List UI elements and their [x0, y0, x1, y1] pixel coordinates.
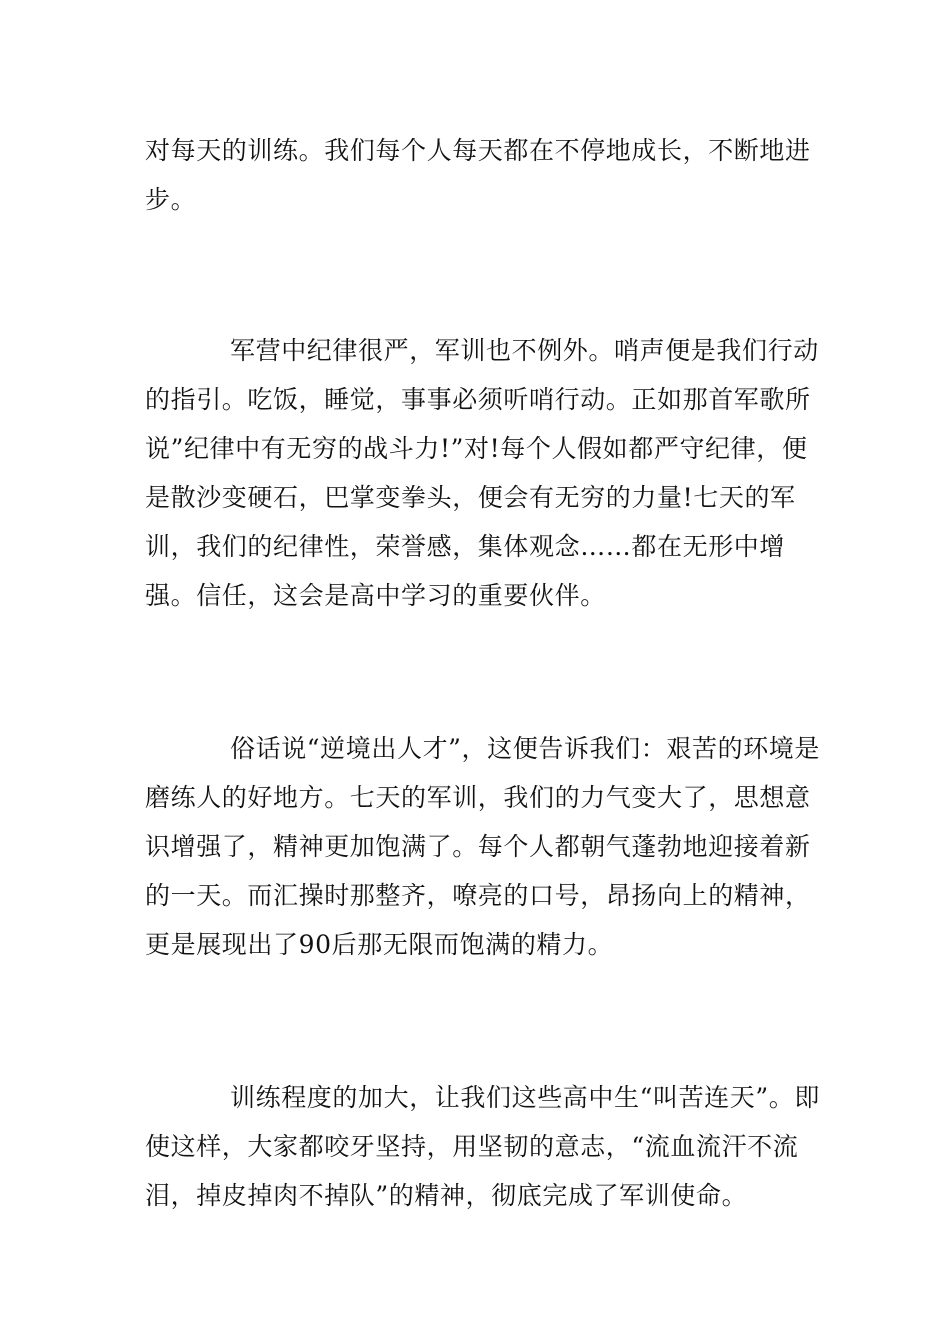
- paragraph-perseverance: 训练程度的加大，让我们这些高中生“叫苦连天”。即使这样，大家都咬牙坚持，用坚韧的意志，“流血流汗不流泪，掉皮掉肉不掉队”的精神，彻底完成了军训使命。: [145, 1083, 820, 1210]
- paragraph-continuation: 对每天的训练。我们每个人每天都在不停地成长，不断地进步。: [145, 136, 811, 214]
- paragraph-adversity: 俗话说“逆境出人才”，这便告诉我们：艰苦的环境是磨练人的好地方。七天的军训，我们的力气变大了，思想意识增强了，精神更加饱满了。每个人都朝气蓬勃地迎接着新的一天。而汇操时那整齐，嘹亮的口号，昂扬向上的精神，更是展现出了90后那无限而饱满的精力。: [145, 734, 820, 959]
- paragraph-discipline: 军营中纪律很严，军训也不例外。哨声便是我们行动的指引。吃饭，睡觉，事事必须听哨行动。正如那首军歌所说”纪律中有无穷的战斗力!”对!每个人假如都严守纪律，便是散沙变硬石，巴掌变拳头，便会有无穷的力量!七天的军训，我们的纪律性，荣誉感，集体观念……都在无形中增强。信任，这会是高中学习的重要伙伴。: [145, 336, 819, 610]
